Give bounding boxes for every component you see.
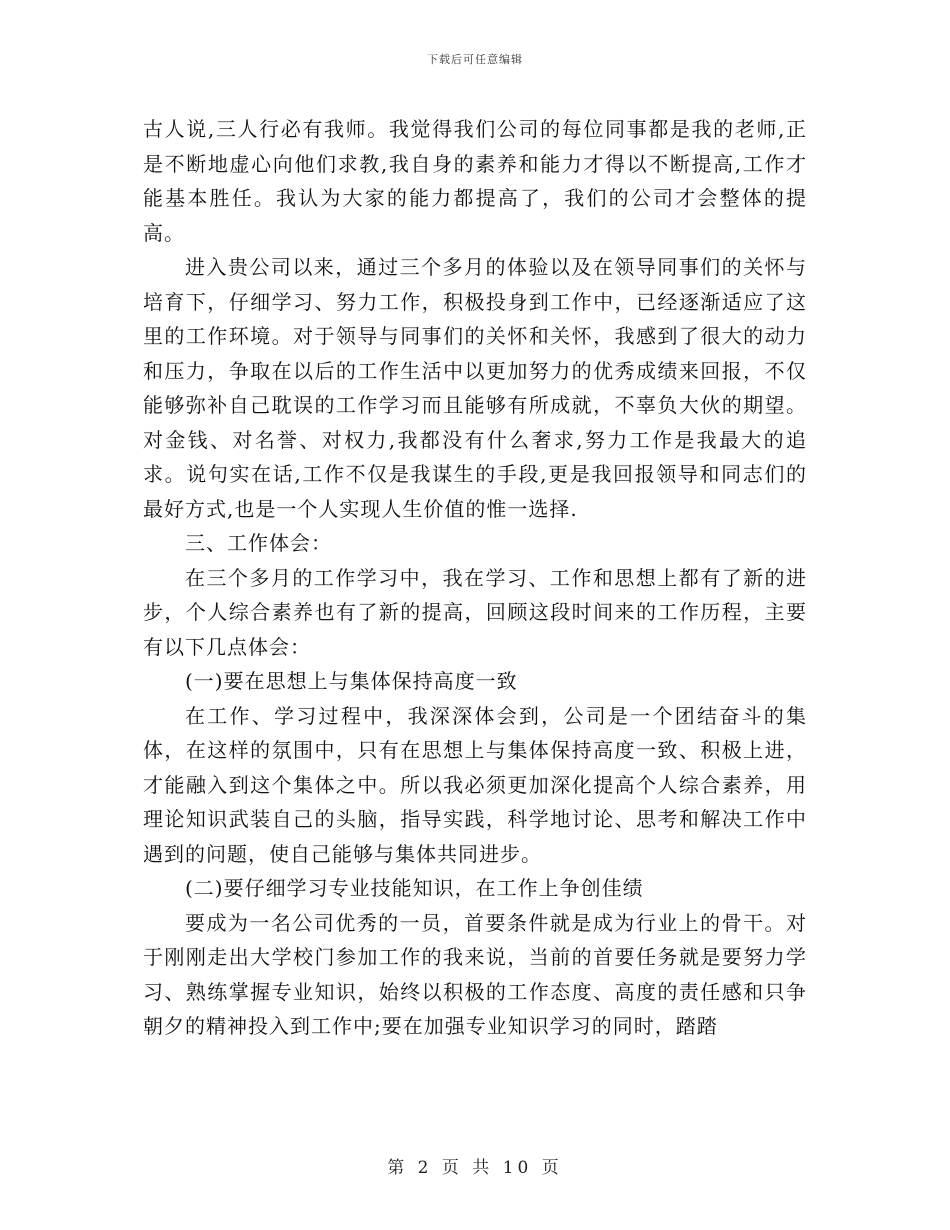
paragraph-8: 要成为一名公司优秀的一员，首要条件就是成为行业上的骨干。对于刚刚走出大学校门参加工作的我来说，当前的首要任务就是要努力学习、熟练掌握专业知识，始终以积极的工作态度、高度的责任感和只争朝夕的精神投入到工作中;要在加强专业知识学习的同时，踏踏	[143, 910, 807, 1038]
paragraph-4: 在三个多月的工作学习中，我在学习、工作和思想上都有了新的进步，个人综合素养也有了新的提高，回顾这段时间来的工作历程，主要有以下几点体会：	[143, 565, 807, 659]
subheading-1: (一)要在思想上与集体保持高度一致	[185, 669, 518, 693]
paragraph-1: 古人说,三人行必有我师。我觉得我们公司的每位同事都是我的老师,正是不断地虚心向他们求教,我自身的素养和能力才得以不断提高,工作才能基本胜任。我认为大家的能力都提高了，我们的公司才会整体的提高。	[143, 117, 807, 245]
document-body	[143, 112, 807, 1044]
page-header: 下载后可任意编辑	[427, 53, 523, 66]
page-footer: 第 2 页 共 10 页	[387, 1158, 563, 1178]
subheading-2: (二)要仔细学习专业技能知识，在工作上争创佳绩	[185, 876, 644, 900]
paragraph-2: 进入贵公司以来，通过三个多月的体验以及在领导同事们的关怀与培育下，仔细学习、努力工作，积极投身到工作中，已经逐渐适应了这里的工作环境。对于领导与同事们的关怀和关怀，我感到了很大的动力和压力，争取在以后的工作生活中以更加努力的优秀成绩来回报，不仅能够弥补自己耽误的工作学习而且能够有所成就，不辜负大伙的期望。对金钱、对名誉、对权力,我都没有什么奢求,努力工作是我最大的追求。说句实在话,工作不仅是我谋生的手段,更是我回报领导和同志们的最好方式,也是一个人实现人生价值的惟一选择.	[143, 255, 807, 521]
section-heading-3: 三、工作体会：	[185, 531, 332, 555]
paragraph-6: 在工作、学习过程中，我深深体会到，公司是一个团结奋斗的集体，在这样的氛围中，只有在思想上与集体保持高度一致、积极上进，才能融入到这个集体之中。所以我必须更加深化提高个人综合素养，用理论知识武装自己的头脑，指导实践，科学地讨论、思考和解决工作中遇到的问题，使自己能够与集体共同进步。	[143, 703, 807, 866]
